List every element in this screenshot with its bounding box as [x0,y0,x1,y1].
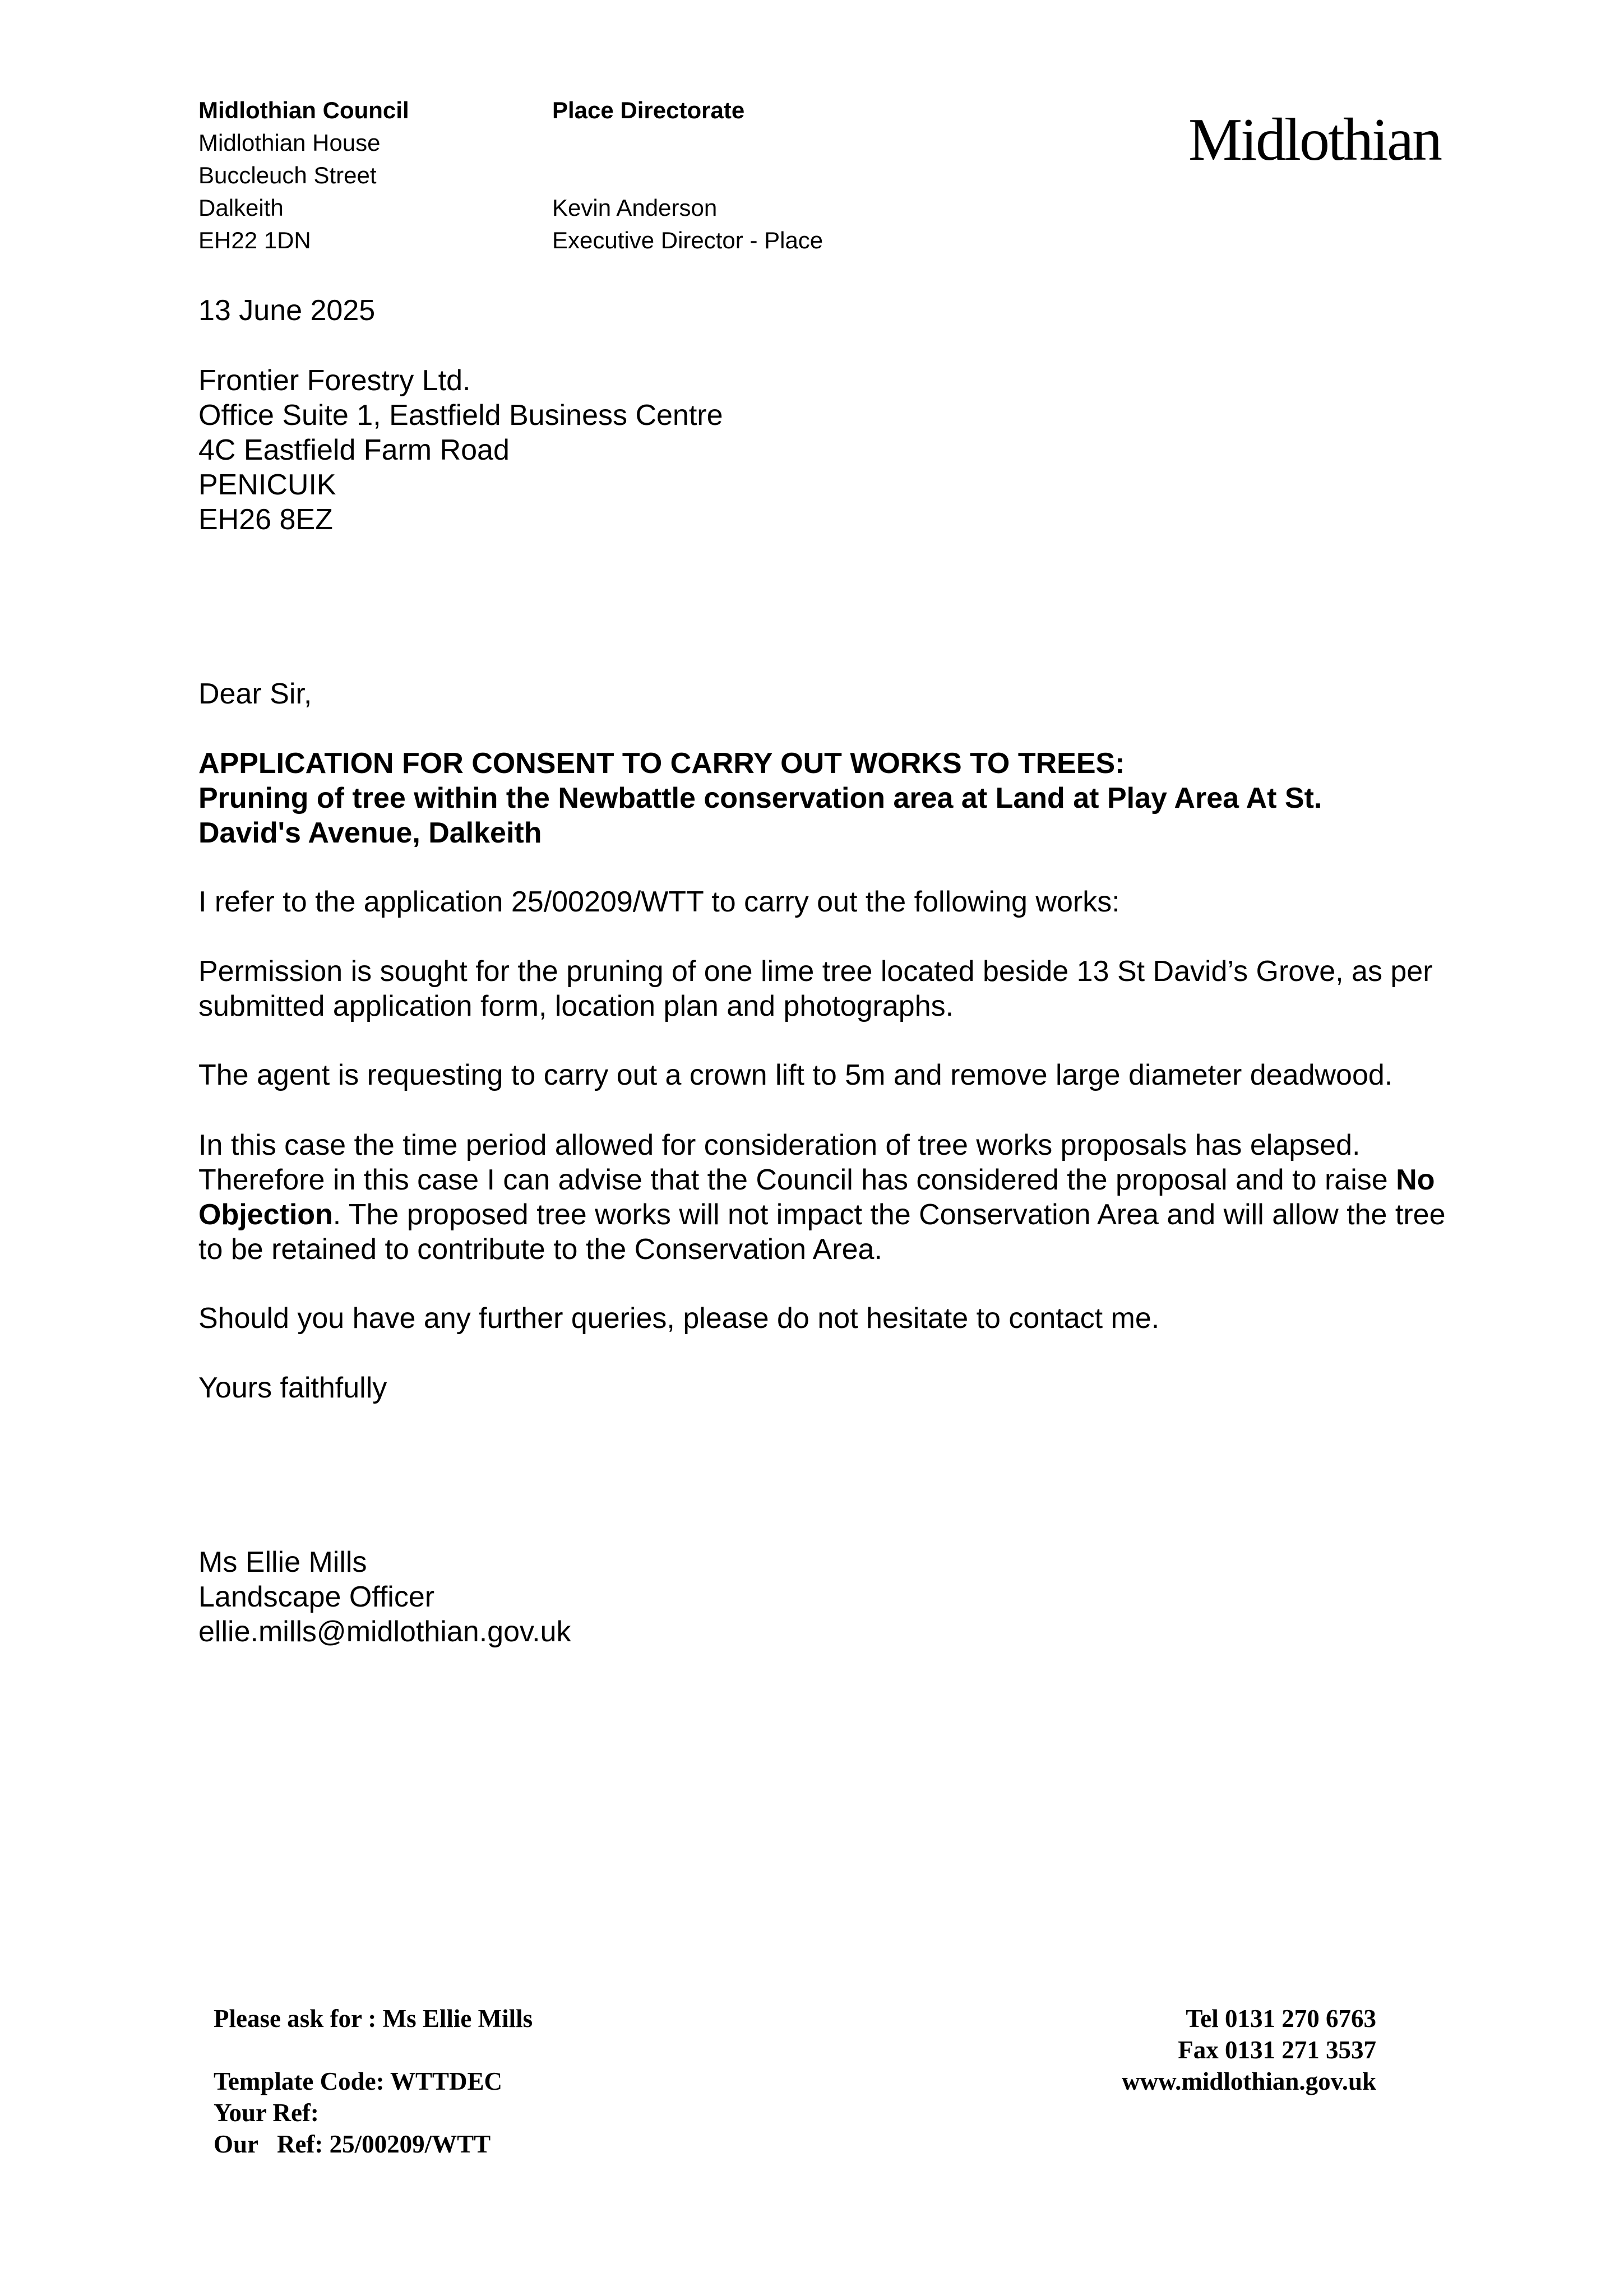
recipient-line: EH26 8EZ [198,503,333,536]
director-title: Executive Director - Place [552,227,823,253]
footer-template-code: Template Code: WTTDEC [214,2067,503,2095]
recipient-line: 4C Eastfield Farm Road [198,434,510,466]
midlothian-logo: Midlothian [1188,107,1441,173]
footer-ask-for: Please ask for : Ms Ellie Mills [214,2005,533,2033]
footer-fax: Fax 0131 271 3537 [1178,2036,1376,2064]
subject-heading [198,746,1432,850]
closing: Yours faithfully [198,1372,387,1404]
signatory-title: Landscape Officer [198,1581,435,1613]
recipient-address [198,363,1465,537]
council-address-block [198,94,409,257]
paragraph-permission: Permission is sought for the pruning of one lime tree located beside 13 St David’s Grove, as per submitted application form, location plan and photographs. [198,955,1433,1022]
footer-web: www.midlothian.gov.uk [1122,2067,1376,2095]
subject-line-2: Pruning of tree within the Newbattle conservation area at Land at Play Area At St. David's Avenue, Dalkeith [198,782,1322,849]
signatory-email: ellie.mills@midlothian.gov.uk [198,1615,571,1648]
recipient-line: Office Suite 1, Eastfield Business Centre [198,399,723,432]
footer-left [214,2003,533,2160]
decision-no-objection: No Objection [198,1164,1435,1231]
signature-block [198,1545,1465,1649]
paragraph-decision [198,1128,1449,1267]
letter-date: 13 June 2025 [198,294,376,327]
directorate-block [552,94,823,257]
recipient-line: PENICUIK [198,469,336,501]
footer-tel: Tel 0131 270 6763 [1186,2005,1376,2033]
footer-your-ref: Your Ref: [214,2099,319,2127]
address-line: Midlothian House [198,129,381,156]
signatory-name: Ms Ellie Mills [198,1546,367,1578]
decision-text-after: . The proposed tree works will not impact the Conservation Area and will allow the tree to be retained to contribute to the Conservation Area. [198,1198,1446,1266]
footer-our-ref: Our Ref: 25/00209/WTT [214,2130,491,2158]
address-line: Buccleuch Street [198,162,377,188]
paragraph-agent-request: The agent is requesting to carry out a crown lift to 5m and remove large diameter deadwood. [198,1059,1393,1091]
council-name: Midlothian Council [198,97,409,123]
subject-line-1: APPLICATION FOR CONSENT TO CARRY OUT WORKS TO TREES: [198,747,1125,780]
salutation: Dear Sir, [198,678,312,710]
address-line: EH22 1DN [198,227,311,253]
decision-text-before: In this case the time period allowed for consideration of tree works proposals has elapsed. Therefore in this case I can advise that the Council has considered the proposal and to raise [198,1129,1396,1196]
directorate-name: Place Directorate [552,97,745,123]
address-line: Dalkeith [198,195,284,221]
director-name: Kevin Anderson [552,195,718,221]
paragraph-queries: Should you have any further queries, please do not hesitate to contact me. [198,1302,1160,1335]
footer-right [1122,2003,1376,2097]
recipient-line: Frontier Forestry Ltd. [198,364,471,397]
paragraph-application-ref: I refer to the application 25/00209/WTT to carry out the following works: [198,886,1120,918]
